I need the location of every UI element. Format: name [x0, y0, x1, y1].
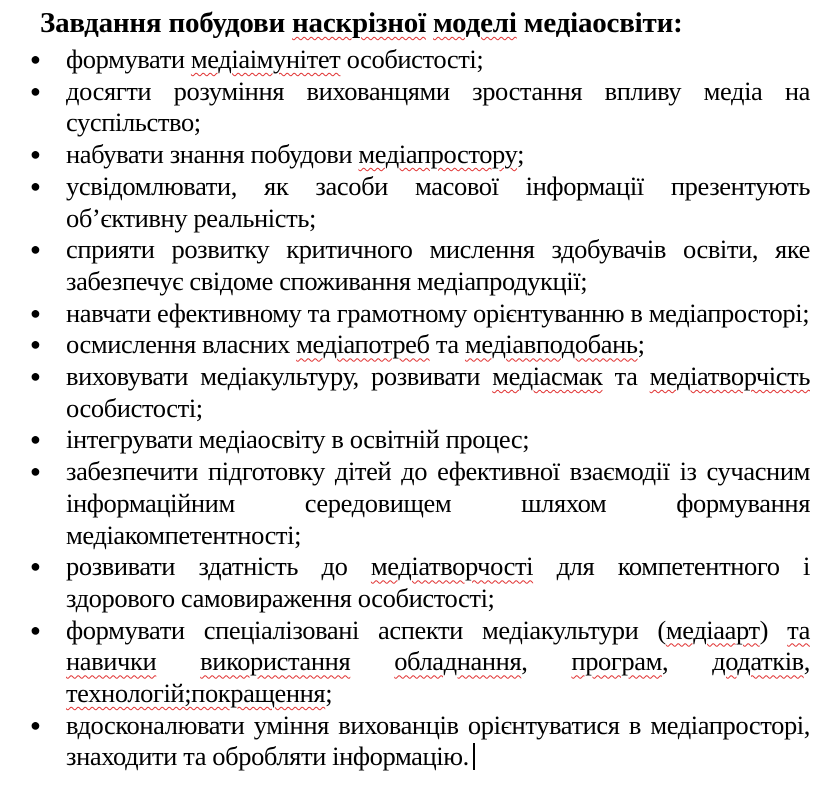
- bullet-icon: ●: [30, 461, 41, 482]
- bullet-icon: ●: [30, 80, 41, 101]
- title-text: медіаосвіти:: [516, 7, 683, 39]
- spellcheck-flagged-word[interactable]: програм: [571, 646, 662, 677]
- list-item-text: досягти розуміння вихованцями зростання впливу медіа на суспільство;: [66, 75, 810, 138]
- spellcheck-flagged-word[interactable]: медіапростору: [358, 139, 518, 170]
- list-item-text: інтегрувати медіаосвіту в освітній процес;: [66, 424, 530, 455]
- list-item: [0, 234, 838, 297]
- document-title: [40, 6, 820, 40]
- list-item-text: ): [759, 614, 788, 645]
- bullet-icon: ●: [30, 334, 41, 355]
- spellcheck-flagged-word[interactable]: медіатворчості: [370, 551, 534, 582]
- list-item-text: для компетентного і здорового самовираження особистості;: [66, 551, 810, 613]
- list-item: [0, 615, 838, 710]
- bullet-icon: ●: [30, 302, 41, 323]
- list-item-text: ;: [325, 678, 333, 709]
- list-item-text: особистості;: [66, 392, 203, 423]
- spellcheck-flagged-word[interactable]: технологій;покращення: [66, 678, 326, 709]
- list-item-text: та: [429, 329, 465, 360]
- spellcheck-flagged-word[interactable]: медіаарт: [665, 614, 760, 645]
- bullet-icon: ●: [30, 619, 41, 640]
- list-item-text: ,: [661, 646, 713, 677]
- bullet-icon: ●: [30, 239, 41, 260]
- spellcheck-flagged-word[interactable]: додатків: [712, 646, 804, 677]
- spellcheck-flagged-word[interactable]: медіасмак: [492, 361, 603, 392]
- list-item: [0, 361, 838, 424]
- list-item: [0, 171, 838, 234]
- spellcheck-flagged-word[interactable]: медіаімунітет: [190, 44, 341, 74]
- bullet-icon: ●: [30, 175, 41, 196]
- spellcheck-flagged-word[interactable]: медіатворчість: [649, 361, 810, 392]
- list-item: [0, 424, 838, 456]
- list-item: [0, 139, 838, 171]
- list-item-text: формувати спеціалізовані аспекти медіакультури (: [66, 614, 666, 645]
- list-item: [0, 551, 838, 614]
- bullet-icon: ●: [30, 714, 41, 735]
- list-item: [0, 76, 838, 139]
- list-item-text: усвідомлювати, як засоби масової інформації презентують об’єктивну реальність;: [66, 170, 810, 233]
- list-item-text: ,: [803, 646, 811, 677]
- spellcheck-flagged-word[interactable]: обладнання: [394, 646, 522, 677]
- spellcheck-flagged-word[interactable]: та: [787, 614, 810, 645]
- list-item-text: ,: [521, 646, 572, 677]
- list-item: [0, 298, 838, 330]
- bullet-icon: ●: [30, 144, 41, 165]
- list-item-text: та: [602, 361, 650, 392]
- title-text: Завдання побудови: [40, 7, 293, 39]
- spellcheck-flagged-word[interactable]: медіавподобань: [464, 329, 638, 360]
- list-item-text: [350, 646, 394, 676]
- list-item-text: сприяти розвитку критичного мислення здобувачів освіти, яке забезпечує свідоме споживання медіапродукції;: [66, 234, 810, 296]
- list-item-text: особистості;: [340, 44, 484, 74]
- list-item-text: осмислення власних: [66, 329, 297, 360]
- list-item-text: ;: [517, 139, 525, 170]
- bullet-icon: ●: [30, 366, 41, 387]
- list-item-text: вдосконалювати уміння вихованців орієнтуватися в медіапросторі, знаходити та обробляти інформацію.: [66, 709, 810, 772]
- list-item-text: виховувати медіакультуру, розвивати: [66, 361, 493, 392]
- spellcheck-flagged-word[interactable]: медіапотреб: [296, 329, 430, 360]
- list-item-text: розвивати здатність до: [66, 551, 371, 582]
- list-item-text: забезпечити підготовку дітей до ефективної взаємодії із сучасним інформаційним середовищем шляхом формування медіакомпетентності;: [66, 456, 810, 550]
- list-item: [0, 44, 838, 76]
- list-item-text: набувати знання побудови: [66, 139, 359, 170]
- bullet-icon: ●: [30, 49, 41, 69]
- list-item-text: [156, 646, 200, 676]
- bullet-icon: ●: [30, 556, 41, 577]
- spellcheck-flagged-word[interactable]: використання: [200, 646, 351, 677]
- bullet-icon: ●: [30, 429, 41, 450]
- list-item: [0, 710, 838, 773]
- list-item-text: формувати: [66, 44, 191, 74]
- list-item: [0, 329, 838, 361]
- text-cursor: [473, 743, 475, 770]
- list-item-text: ;: [637, 329, 645, 360]
- spellcheck-flagged-word[interactable]: наскрізної: [292, 7, 426, 39]
- title-text: [426, 7, 433, 39]
- list-item: [0, 456, 838, 551]
- spellcheck-flagged-word[interactable]: навички: [66, 646, 157, 677]
- list-item-text: навчати ефективному та грамотному орієнтуванню в медіапросторі;: [66, 297, 810, 328]
- spellcheck-flagged-word[interactable]: моделі: [433, 7, 517, 39]
- task-list: [0, 44, 838, 773]
